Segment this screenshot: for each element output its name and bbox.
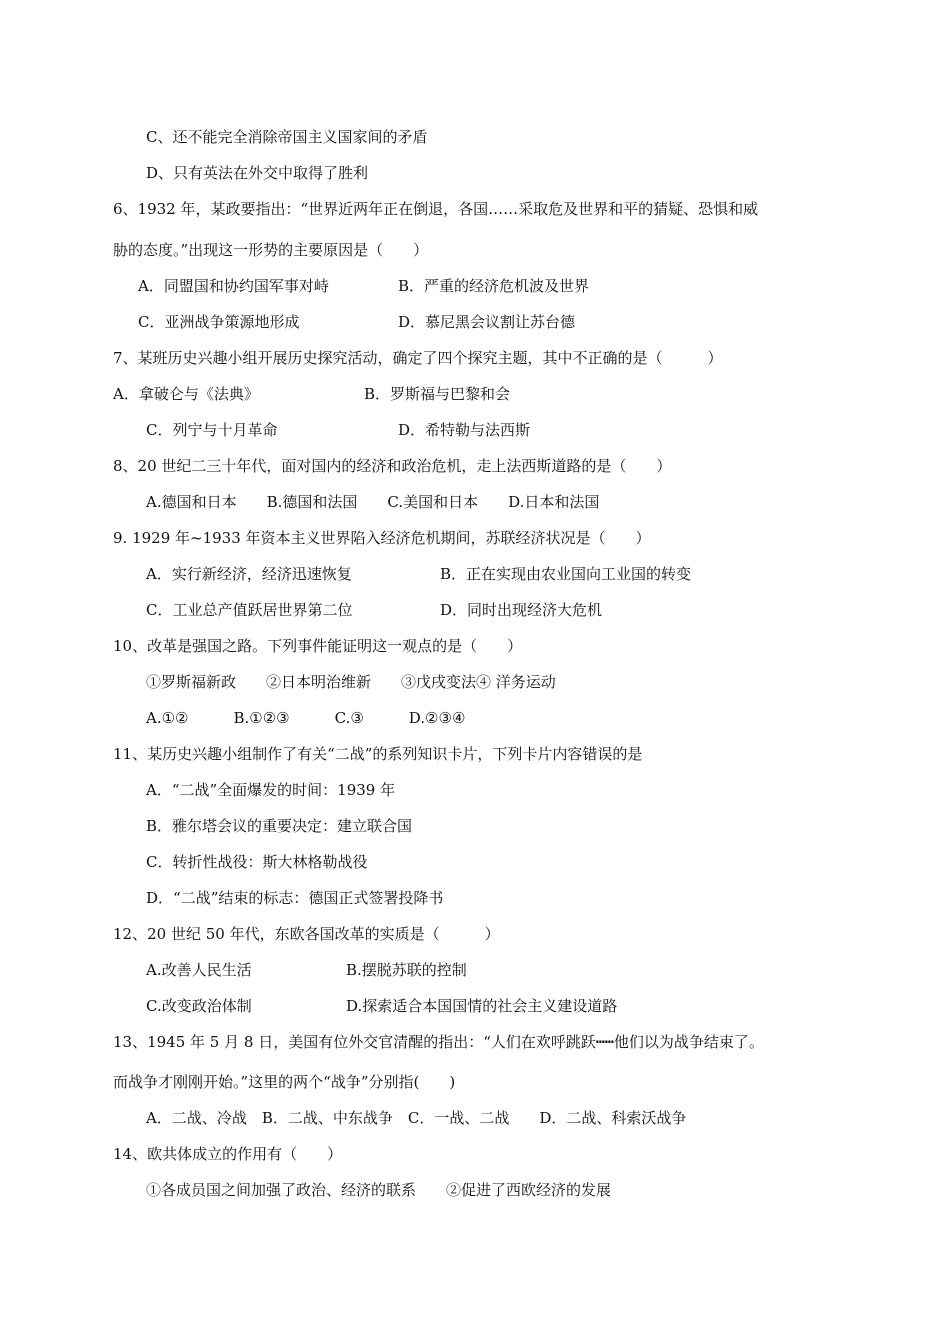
q6-option-b: B．严重的经济危机波及世界 — [398, 277, 590, 295]
q9-option-d: D．同时出现经济大危机 — [440, 601, 603, 619]
q12-option-c: C.改变政治体制 — [146, 997, 252, 1015]
q5-option-c: C、还不能完全消除帝国主义国家间的矛盾 — [146, 128, 428, 146]
q11-option-d: D．“二战”结束的标志：德国正式签署投降书 — [146, 889, 444, 907]
q7-option-a: A．拿破仑与《法典》 — [113, 385, 259, 403]
q11-option-a: A．“二战”全面爆发的时间：1939 年 — [146, 781, 396, 799]
q5-option-d: D、只有英法在外交中取得了胜利 — [146, 164, 369, 182]
q9-stem: 9. 1929 年~1933 年资本主义世界陷入经济危机期间，苏联经济状况是（ ） — [113, 529, 651, 547]
q11-option-c: C．转折性战役：斯大林格勒战役 — [146, 853, 368, 871]
q7-option-c: C．列宁与十月革命 — [146, 421, 278, 439]
q10-items: ①罗斯福新政 ②日本明治维新 ③戊戌变法④ 洋务运动 — [146, 673, 556, 691]
q6-option-a: A．同盟国和协约国军事对峙 — [138, 277, 329, 295]
q8-stem: 8、20 世纪二三十年代，面对国内的经济和政治危机，走上法西斯道路的是（ ） — [113, 457, 672, 475]
q12-option-a: A.改善人民生活 — [146, 961, 252, 979]
q6-option-c: C．亚洲战争策源地形成 — [138, 313, 300, 331]
q7-stem: 7、某班历史兴趣小组开展历史探究活动，确定了四个探究主题，其中不正确的是（ ） — [113, 349, 723, 367]
q12-option-b: B.摆脱苏联的控制 — [346, 961, 467, 979]
q13-stem-line2: 而战争才刚刚开始。”这里的两个“战争”分别指( ) — [113, 1073, 456, 1091]
q9-option-a: A．实行新经济，经济迅速恢复 — [146, 565, 352, 583]
q14-items: ①各成员国之间加强了政治、经济的联系 ②促进了西欧经济的发展 — [146, 1181, 612, 1199]
q14-stem: 14、欧共体成立的作用有（ ） — [113, 1145, 343, 1163]
q6-stem-line1: 6、1932 年，某政要指出：“世界近两年正在倒退，各国……采取危及世界和平的猜疑、恐惧和威 — [113, 200, 759, 218]
q9-option-b: B．正在实现由农业国向工业国的转变 — [440, 565, 692, 583]
q6-option-d: D．慕尼黑会议割让苏台德 — [398, 313, 576, 331]
q7-option-b: B．罗斯福与巴黎和会 — [364, 385, 511, 403]
q13-options: A．二战、冷战 B．二战、中东战争 C．一战、二战 D．二战、科索沃战争 — [146, 1109, 687, 1127]
q9-option-c: C．工业总产值跃居世界第二位 — [146, 601, 353, 619]
q13-stem-line1: 13、1945 年 5 月 8 日，美国有位外交官清醒的指出：“人们在欢呼跳跃┅┅他们以为战争结束了。 — [113, 1033, 764, 1051]
q12-stem: 12、20 世纪 50 年代，东欧各国改革的实质是（ ） — [113, 925, 500, 943]
q8-options: A.德国和日本 B.德国和法国 C.美国和日本 D.日本和法国 — [146, 493, 600, 511]
q7-option-d: D．希特勒与法西斯 — [398, 421, 531, 439]
q6-stem-line2: 胁的态度。”出现这一形势的主要原因是（ ） — [113, 241, 429, 259]
q10-stem: 10、改革是强国之路。下列事件能证明这一观点的是（ ） — [113, 637, 523, 655]
q11-option-b: B．雅尔塔会议的重要决定：建立联合国 — [146, 817, 413, 835]
q10-options: A.①② B.①②③ C.③ D.②③④ — [146, 709, 466, 727]
q11-stem: 11、某历史兴趣小组制作了有关“二战”的系列知识卡片，下列卡片内容错误的是 — [113, 745, 643, 763]
q12-option-d: D.探索适合本国国情的社会主义建设道路 — [346, 997, 618, 1015]
